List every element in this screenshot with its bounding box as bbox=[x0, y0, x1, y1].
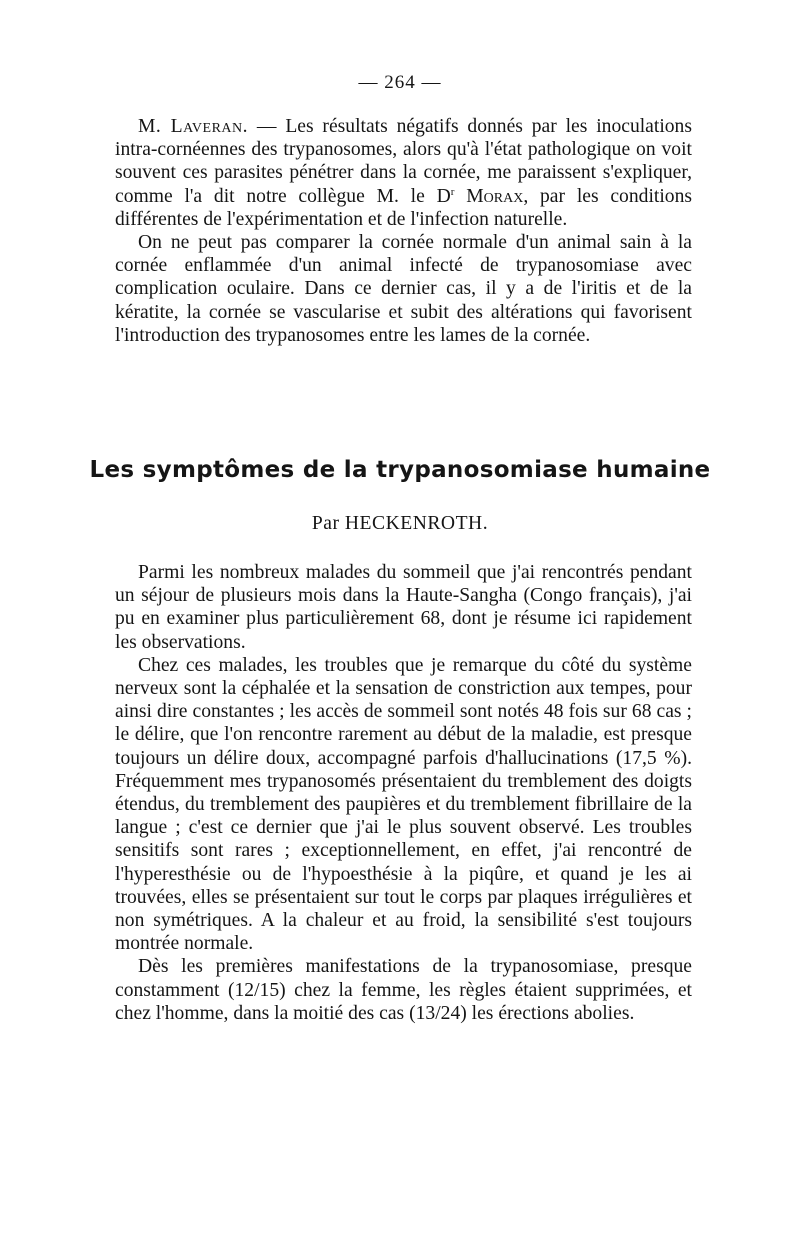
discussion-paragraph-1-end: , par les conditions différentes de l'expérimentation et de l'infection naturelle. bbox=[115, 185, 693, 230]
page-number: — 264 — bbox=[358, 72, 442, 93]
article-title: Les symptômes de la trypanosomiase humaine bbox=[89, 457, 711, 483]
speaker-name: M. Laveran. bbox=[138, 116, 249, 137]
article-byline: Par HECKENROTH. bbox=[311, 513, 489, 534]
discussion-section bbox=[115, 115, 692, 347]
discussion-paragraph-1-text: — Les résultats négatifs donnés par les inoculations intra-cornéennes des trypanosomes, alors qu'à l'état pathologique on voit souvent ces parasites pénétrer dans la cornée, me paraissent s'expliquer, comme l'a dit notre collègue M. le D bbox=[115, 116, 692, 207]
article-paragraph: Parmi les nombreux malades du sommeil que j'ai rencontrés pendant un séjour de plusieurs mois dans la Haute-Sangha (Congo français), j'ai pu en examiner plus particulièrement 68, dont je résume ici rapidement les observations. bbox=[115, 562, 692, 653]
doctor-abbrev-superscript: r bbox=[450, 185, 455, 198]
discussion-paragraph-1 bbox=[115, 115, 692, 231]
article-paragraph: Chez ces malades, les troubles que je remarque du côté du système nerveux sont la céphalée et la sensation de constriction aux tempes, pour ainsi dire constantes ; les accès de sommeil sont notés 48 fois sur 68 cas ; le délire, que l'on rencontre rarement au début de la maladie, est presque toujours un délire doux, accompagné parfois d'hallucinations (17,5 %). Fréquemment mes trypanosomés présentaient du tremblement des doigts étendus, du tremblement des paupières et du tremblement fibrillaire de la langue ; c'est ce dernier que j'ai le plus souvent observé. Les troubles sensitifs sont rares ; exceptionnellement, en effet, j'ai rencontré de l'hyperesthésie ou de l'hypoesthésie à la piqûre, et quand je les ai trouvées, elles se présentaient sur tout le corps par plaques irrégulières et non symétriques. A la chaleur et au froid, la sensibilité s'est toujours montrée normale. bbox=[115, 654, 692, 955]
colleague-name: Morax bbox=[466, 185, 524, 207]
article-body bbox=[115, 561, 692, 1025]
article-paragraph: Dès les premières manifestations de la trypanosomiase, presque constamment (12/15) chez la femme, les règles étaient supprimées, et chez l'homme, dans la moitié des cas (13/24) les érections abolies. bbox=[115, 956, 692, 1024]
discussion-paragraph-2: On ne peut pas comparer la cornée normale d'un animal sain à la cornée enflammée d'un animal infecté de trypanosomiase avec complication oculaire. Dans ce dernier cas, il y a de l'iritis et de la kératite, la cornée se vascularise et subit des altérations qui favorisent l'introduction des trypanosomes entre les lames de la cornée. bbox=[115, 232, 692, 346]
